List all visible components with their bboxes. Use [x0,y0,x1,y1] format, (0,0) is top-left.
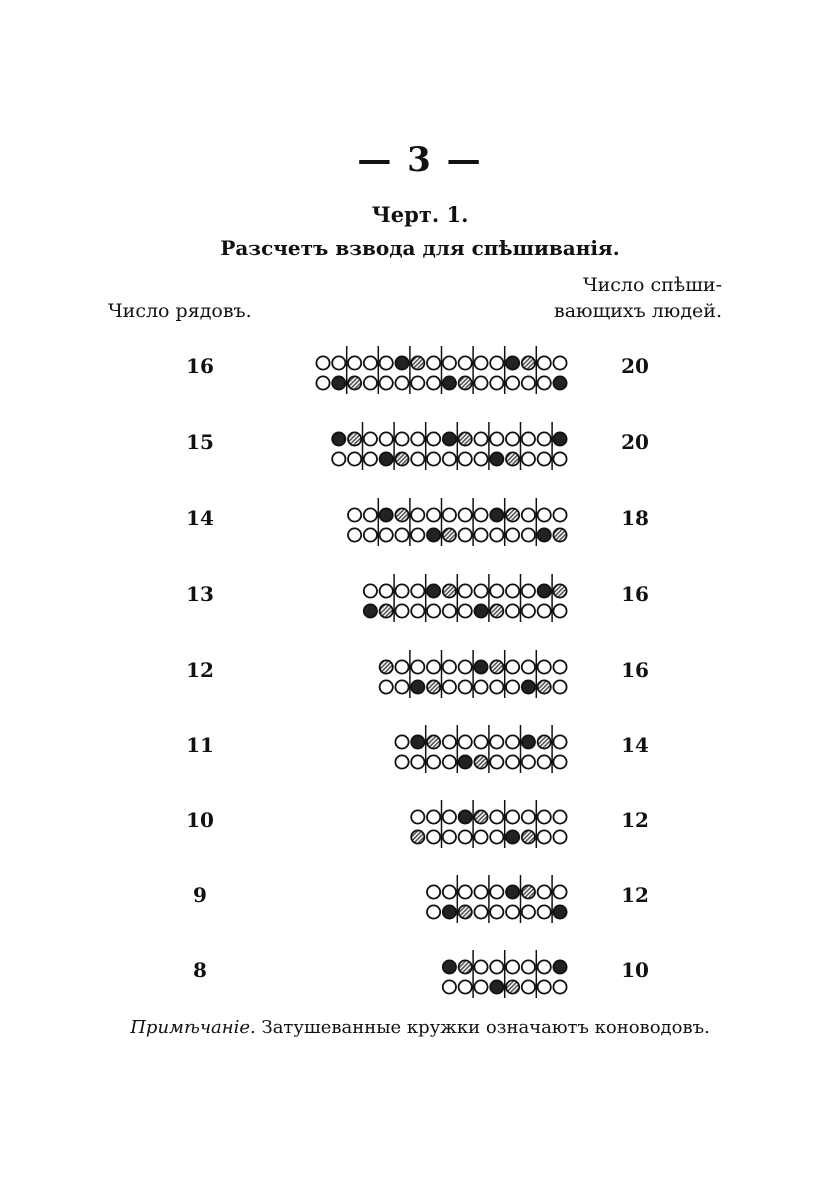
soldier-filled [364,604,377,617]
soldier-open [538,830,551,843]
soldier-filled [443,376,456,389]
soldier-open [380,376,393,389]
soldier-hatched [459,432,472,445]
soldier-open [443,604,456,617]
soldier-hatched [411,356,424,369]
soldier-open [348,452,361,465]
soldier-open [411,376,424,389]
soldier-open [459,660,472,673]
soldier-open [474,960,487,973]
soldier-open [427,432,440,445]
soldier-open [553,755,566,768]
soldier-filled [427,528,440,541]
soldier-open [538,356,551,369]
soldier-filled [490,980,503,993]
people-header-line2: вающихъ людей. [554,300,722,322]
soldier-hatched [427,735,440,748]
soldier-open [474,376,487,389]
soldier-open [522,755,535,768]
soldier-open [553,830,566,843]
soldier-open [427,376,440,389]
formation-row-13 [364,574,567,622]
soldier-open [553,810,566,823]
soldier-open [553,735,566,748]
soldier-filled [522,735,535,748]
soldier-open [411,604,424,617]
soldier-hatched [522,356,535,369]
soldier-open [411,584,424,597]
soldier-open [490,960,503,973]
soldier-open [538,980,551,993]
soldier-open [490,356,503,369]
people-count-label: 18 [621,506,649,530]
soldier-open [395,660,408,673]
soldier-open [364,584,377,597]
people-count-label: 20 [621,354,649,378]
soldier-open [506,735,519,748]
soldier-open [506,432,519,445]
soldier-hatched [553,584,566,597]
soldier-open [474,830,487,843]
figure-title: Черт. 1. [371,202,469,227]
figure-subtitle: Разсчетъ взвода для спѣшиванія. [220,236,620,260]
soldier-open [522,452,535,465]
soldier-open [364,356,377,369]
soldier-filled [459,810,472,823]
soldier-open [459,508,472,521]
soldier-open [474,452,487,465]
soldier-open [411,508,424,521]
rank-count-label: 8 [193,958,207,982]
soldier-open [364,528,377,541]
soldier-hatched [443,528,456,541]
soldier-open [364,508,377,521]
soldier-hatched [395,452,408,465]
formation-row-12 [380,650,567,698]
soldier-filled [443,432,456,445]
soldier-open [443,356,456,369]
soldier-hatched [443,584,456,597]
soldier-open [506,680,519,693]
soldier-open [490,830,503,843]
soldier-open [522,604,535,617]
soldier-open [459,604,472,617]
rank-count-label: 10 [186,808,214,832]
rank-count-label: 16 [186,354,214,378]
soldier-open [443,810,456,823]
formation-row-15 [332,422,566,470]
soldier-open [427,885,440,898]
soldier-open [443,508,456,521]
soldier-hatched [348,376,361,389]
soldier-open [380,528,393,541]
soldier-open [538,905,551,918]
soldier-open [490,528,503,541]
formation-row-16 [316,346,566,394]
soldier-hatched [459,960,472,973]
soldier-open [443,680,456,693]
soldier-filled [522,680,535,693]
soldier-open [474,356,487,369]
soldier-filled [474,660,487,673]
soldier-open [538,376,551,389]
soldier-hatched [380,604,393,617]
soldier-open [506,376,519,389]
soldier-open [427,660,440,673]
soldier-open [506,810,519,823]
soldier-hatched [411,830,424,843]
soldier-filled [506,830,519,843]
soldier-open [395,680,408,693]
soldier-filled [490,452,503,465]
soldier-open [459,885,472,898]
soldier-filled [553,376,566,389]
soldier-open [459,735,472,748]
soldier-open [443,452,456,465]
soldier-open [443,755,456,768]
soldier-filled [332,432,345,445]
soldier-open [506,528,519,541]
people-count-label: 14 [621,733,649,757]
soldier-open [427,830,440,843]
soldier-open [553,660,566,673]
soldier-open [490,680,503,693]
soldier-open [395,604,408,617]
soldier-open [411,452,424,465]
soldier-open [538,960,551,973]
soldier-open [427,604,440,617]
soldier-open [380,680,393,693]
soldier-hatched [380,660,393,673]
people-count-label: 10 [621,958,649,982]
soldier-open [395,584,408,597]
footnote-text: Затушеванные кружки означаютъ коноводовъ. [255,1017,710,1038]
people-count-label: 20 [621,430,649,454]
soldier-open [474,508,487,521]
soldier-hatched [506,508,519,521]
soldier-open [522,584,535,597]
soldier-open [490,735,503,748]
soldier-hatched [522,830,535,843]
soldier-filled [427,584,440,597]
soldier-open [522,660,535,673]
soldier-open [332,356,345,369]
soldier-filled [506,356,519,369]
soldier-open [553,356,566,369]
soldier-filled [395,356,408,369]
soldier-open [522,376,535,389]
soldier-open [474,735,487,748]
formation-row-11 [395,725,566,773]
rank-count-label: 11 [186,733,214,757]
soldier-filled [380,508,393,521]
soldier-hatched [348,432,361,445]
soldier-open [506,604,519,617]
people-count-label: 16 [621,658,649,682]
soldier-filled [553,905,566,918]
soldier-hatched [506,980,519,993]
soldier-open [522,528,535,541]
rank-count-label: 13 [186,582,214,606]
soldier-open [506,660,519,673]
soldier-open [490,810,503,823]
soldier-open [506,584,519,597]
soldier-open [427,508,440,521]
soldier-open [474,584,487,597]
soldier-filled [474,604,487,617]
soldier-open [522,905,535,918]
soldier-open [427,755,440,768]
soldier-open [474,528,487,541]
soldier-open [538,755,551,768]
soldier-open [522,810,535,823]
soldier-hatched [459,905,472,918]
soldier-filled [553,432,566,445]
soldier-open [490,905,503,918]
soldier-open [553,680,566,693]
soldier-filled [553,960,566,973]
soldier-open [553,452,566,465]
soldier-open [316,376,329,389]
soldier-open [553,885,566,898]
soldier-filled [380,452,393,465]
soldier-filled [538,584,551,597]
soldier-open [411,810,424,823]
people-count-label: 12 [621,808,649,832]
footnote-label: Примѣчаніе. [130,1017,256,1038]
formation-row-8 [443,950,567,998]
soldier-filled [490,508,503,521]
soldier-open [522,508,535,521]
soldier-open [411,660,424,673]
soldier-hatched [474,810,487,823]
soldier-open [364,432,377,445]
soldier-open [395,432,408,445]
soldier-open [538,604,551,617]
soldier-open [364,452,377,465]
soldier-open [348,508,361,521]
soldier-open [316,356,329,369]
soldier-open [474,432,487,445]
soldier-open [380,356,393,369]
soldier-open [427,905,440,918]
soldier-filled [443,905,456,918]
soldier-open [459,584,472,597]
soldier-open [348,356,361,369]
soldier-open [443,980,456,993]
soldier-open [553,980,566,993]
soldier-hatched [459,376,472,389]
soldier-open [506,755,519,768]
page-number: — 3 — [357,140,483,180]
soldier-filled [443,960,456,973]
soldier-filled [538,528,551,541]
soldier-open [538,508,551,521]
soldier-open [490,755,503,768]
soldier-open [443,735,456,748]
soldier-open [411,755,424,768]
soldier-open [522,980,535,993]
rows-column-header: Число рядовъ. [108,300,252,322]
soldier-open [538,452,551,465]
formation-row-10 [411,800,566,848]
soldier-hatched [490,604,503,617]
soldier-open [538,885,551,898]
soldier-open [459,980,472,993]
soldier-open [553,508,566,521]
soldier-hatched [427,680,440,693]
soldier-open [443,885,456,898]
soldier-open [380,432,393,445]
soldier-open [427,452,440,465]
soldier-open [474,885,487,898]
formation-row-14 [348,498,567,546]
soldier-open [459,680,472,693]
rank-count-label: 14 [186,506,214,530]
soldier-open [459,528,472,541]
soldier-hatched [506,452,519,465]
soldier-filled [459,755,472,768]
soldier-open [364,376,377,389]
formation-row-9 [427,875,567,923]
rank-count-label: 15 [186,430,214,454]
soldier-hatched [522,885,535,898]
footnote [0,1017,840,1038]
rank-count-label: 9 [193,883,207,907]
soldier-open [411,432,424,445]
soldier-hatched [538,680,551,693]
soldier-open [490,885,503,898]
soldier-open [427,810,440,823]
soldier-hatched [474,755,487,768]
soldier-hatched [395,508,408,521]
soldier-open [395,376,408,389]
soldier-hatched [490,660,503,673]
soldier-open [474,680,487,693]
soldier-open [522,432,535,445]
soldier-hatched [538,735,551,748]
soldier-open [474,980,487,993]
soldier-open [332,452,345,465]
soldier-open [490,432,503,445]
soldier-open [443,830,456,843]
people-count-label: 16 [621,582,649,606]
soldier-open [348,528,361,541]
soldier-open [506,960,519,973]
soldier-open [522,960,535,973]
people-header-line1: Число спѣши- [582,274,722,296]
soldier-open [443,660,456,673]
soldier-open [490,584,503,597]
soldier-open [380,584,393,597]
people-count-label: 12 [621,883,649,907]
soldier-filled [411,735,424,748]
soldier-open [538,660,551,673]
soldier-open [459,830,472,843]
soldier-filled [332,376,345,389]
soldier-hatched [553,528,566,541]
soldier-open [538,432,551,445]
soldier-open [474,905,487,918]
soldier-open [459,356,472,369]
soldier-filled [411,680,424,693]
soldier-open [395,528,408,541]
rank-count-label: 12 [186,658,214,682]
soldier-open [395,735,408,748]
soldier-open [411,528,424,541]
soldier-filled [506,885,519,898]
soldier-open [553,604,566,617]
soldier-open [506,905,519,918]
soldier-open [459,452,472,465]
soldier-open [538,810,551,823]
soldier-open [427,356,440,369]
soldier-open [395,755,408,768]
soldier-open [490,376,503,389]
